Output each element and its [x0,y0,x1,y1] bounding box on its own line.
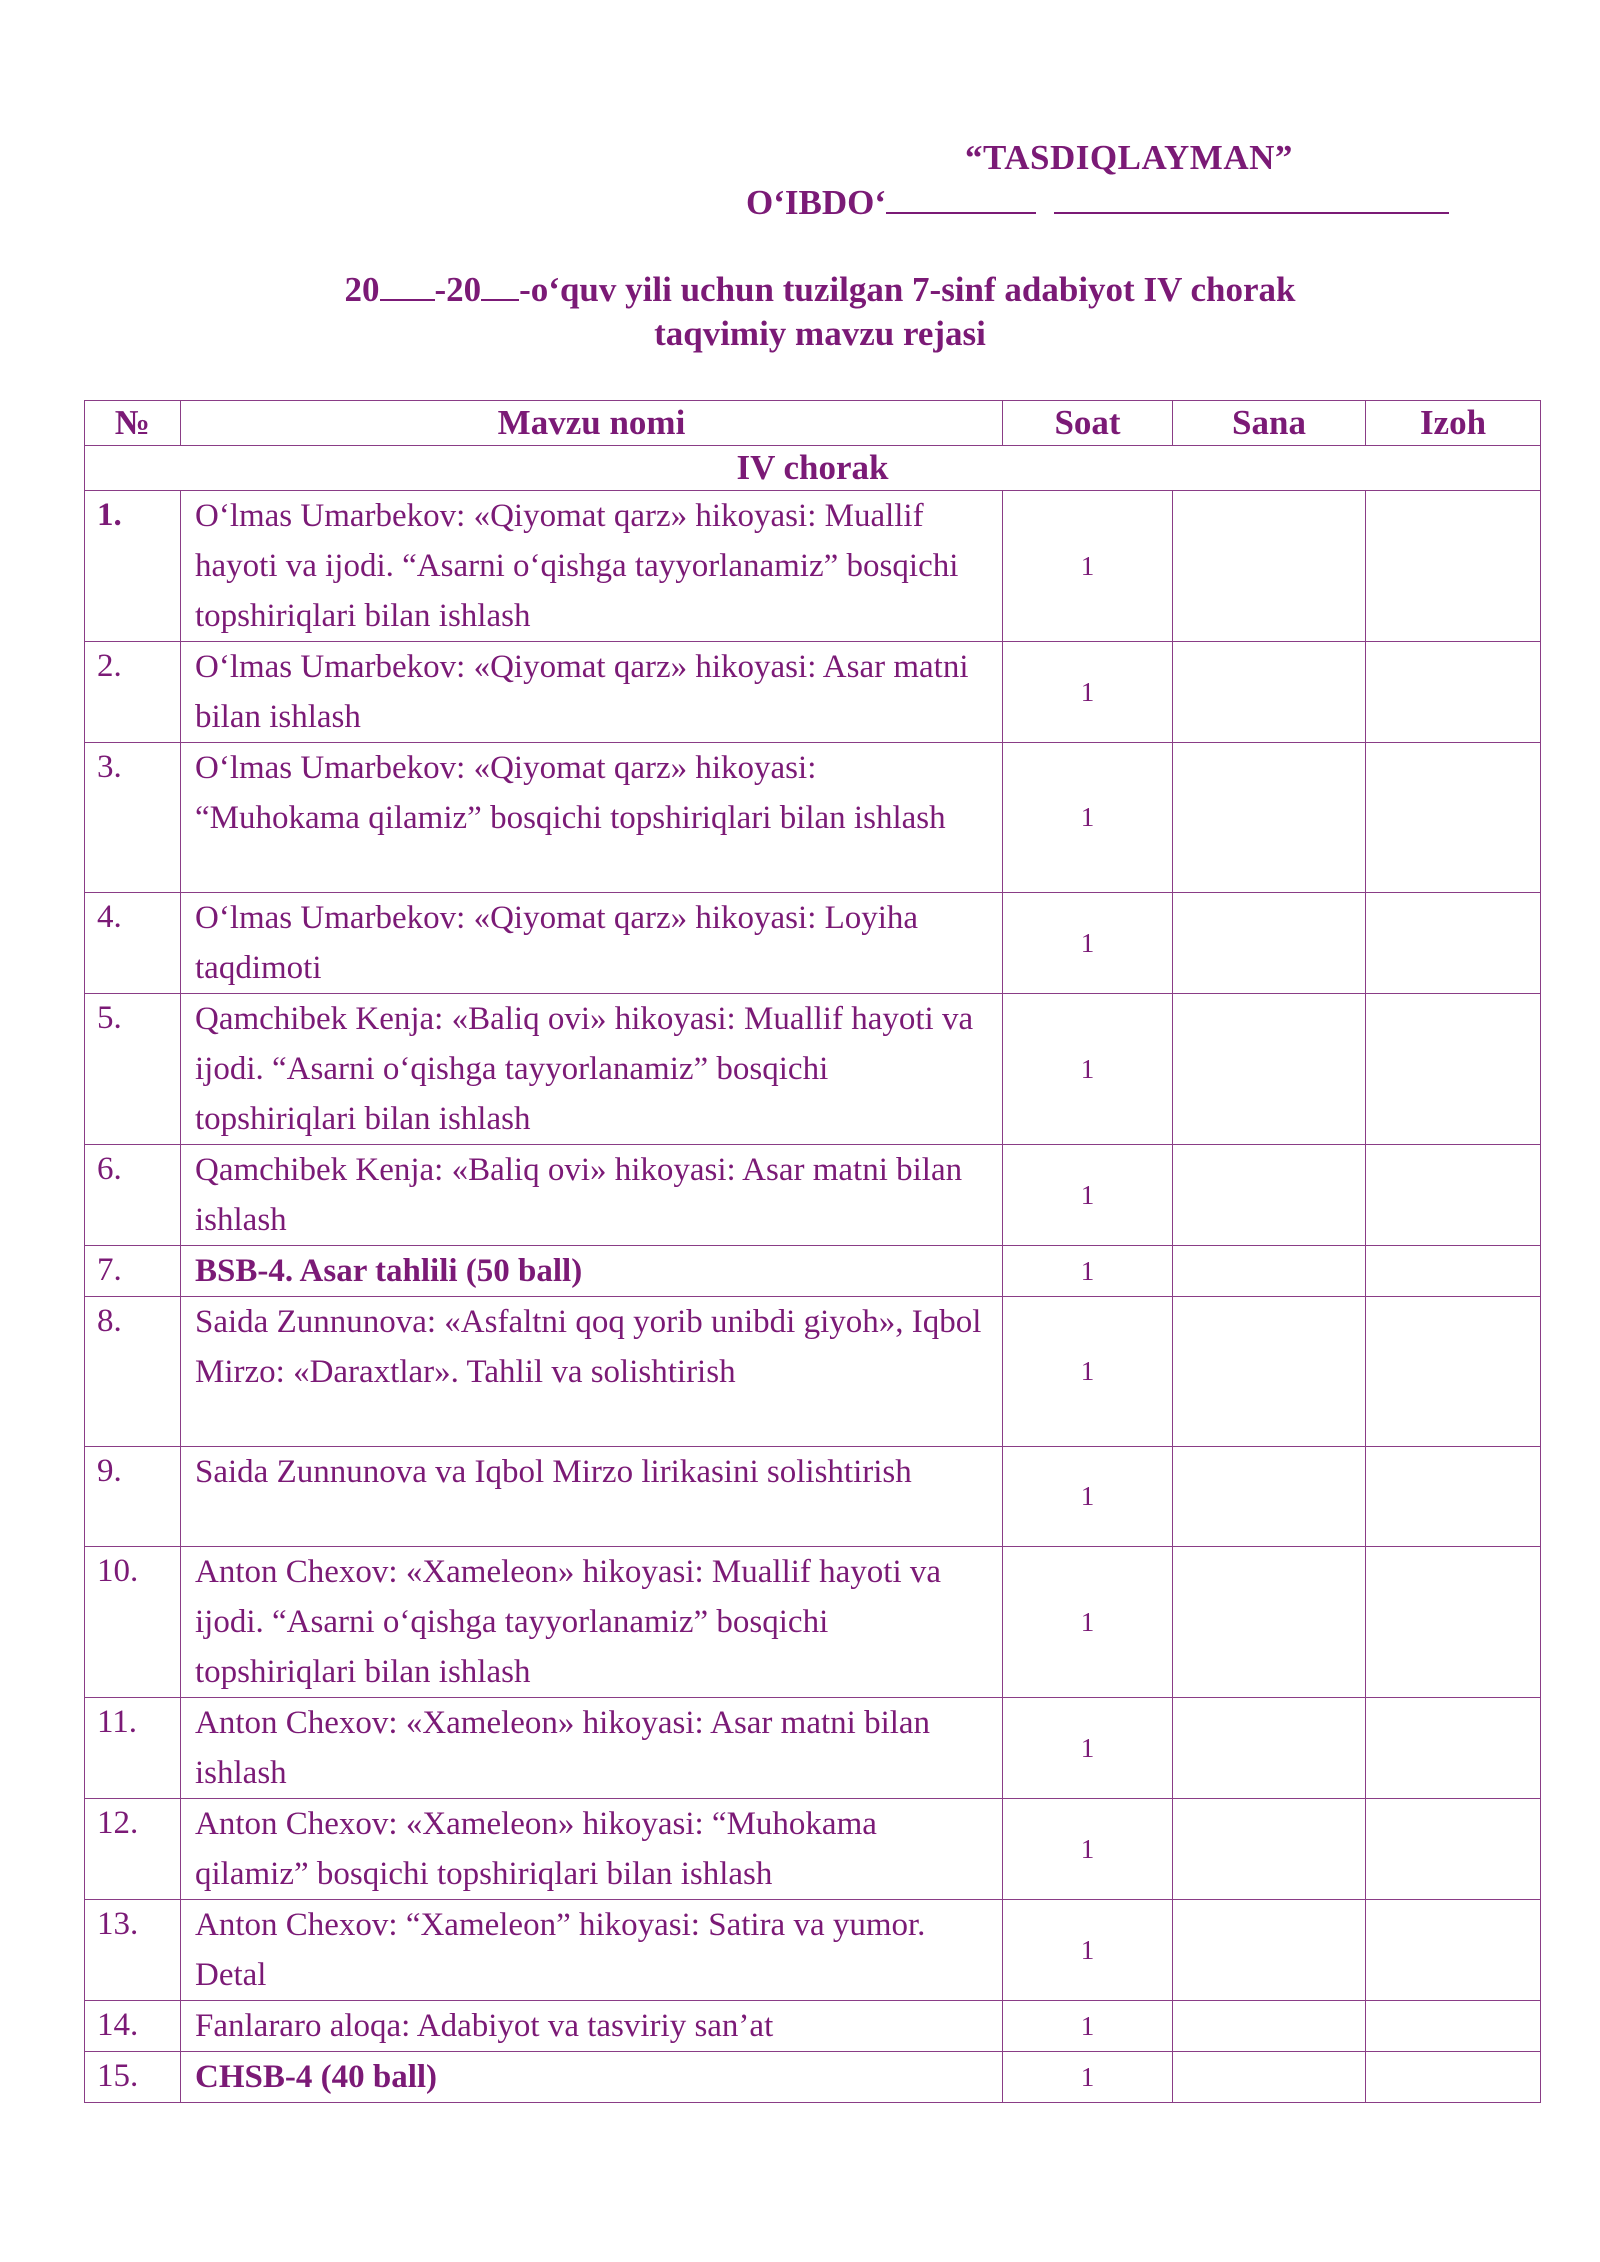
row-number: 10. [85,1547,181,1698]
table-row [85,743,1541,893]
table-row [85,491,1541,642]
row-note [1366,642,1541,743]
row-hours: 1 [1003,1297,1173,1447]
row-note [1366,1900,1541,2001]
row-topic: Anton Chexov: “Xameleon” hikoyasi: Satira va yumor. Detal [181,1900,1003,2001]
row-hours: 1 [1003,1698,1173,1799]
row-date [1173,1900,1366,2001]
approval-position-line [746,183,1449,223]
row-note [1366,1297,1541,1447]
header-date: Sana [1173,401,1366,446]
table-row [85,642,1541,743]
signature-blank [886,186,1036,214]
table-row [85,1547,1541,1698]
lesson-plan-table [84,400,1541,2103]
row-date [1173,642,1366,743]
row-number: 4. [85,893,181,994]
row-number: 9. [85,1447,181,1547]
table-header-row [85,401,1541,446]
row-topic: Fanlararo aloqa: Adabiyot va tasviriy san’at [181,2001,1003,2052]
row-note [1366,1547,1541,1698]
table-row [85,1145,1541,1246]
row-number: 2. [85,642,181,743]
row-note [1366,1799,1541,1900]
row-note [1366,1145,1541,1246]
row-note [1366,1246,1541,1297]
row-hours: 1 [1003,1145,1173,1246]
row-date [1173,1297,1366,1447]
row-number: 7. [85,1246,181,1297]
row-topic: Anton Chexov: «Xameleon» hikoyasi: Asar matni bilan ishlash [181,1698,1003,1799]
row-number: 13. [85,1900,181,2001]
row-date [1173,743,1366,893]
row-topic: BSB-4. Asar tahlili (50 ball) [181,1246,1003,1297]
row-hours: 1 [1003,491,1173,642]
approval-position: O‘IBDO‘ [746,183,886,222]
row-note [1366,2001,1541,2052]
row-date [1173,1246,1366,1297]
row-date [1173,893,1366,994]
row-hours: 1 [1003,1246,1173,1297]
row-number: 5. [85,994,181,1145]
document-title-line1 [20,270,1600,310]
row-note [1366,893,1541,994]
row-note [1366,491,1541,642]
header-note: Izoh [1366,401,1541,446]
row-note [1366,2052,1541,2103]
row-topic: Anton Chexov: «Xameleon» hikoyasi: “Muhokama qilamiz” bosqichi topshiriqlari bilan ishlash [181,1799,1003,1900]
approval-label: “TASDIQLAYMAN” [965,138,1293,177]
row-topic: O‘lmas Umarbekov: «Qiyomat qarz» hikoyasi: Loyiha taqdimoti [181,893,1003,994]
row-date [1173,1145,1366,1246]
row-number: 1. [85,491,181,642]
table-row [85,2052,1541,2103]
year-mid: -20 [434,270,482,309]
row-topic: CHSB-4 (40 ball) [181,2052,1003,2103]
row-note [1366,743,1541,893]
table-row [85,2001,1541,2052]
year-blank-2 [481,273,519,301]
row-note [1366,1447,1541,1547]
row-topic: Saida Zunnunova va Iqbol Mirzo lirikasini solishtirish [181,1447,1003,1547]
row-hours: 1 [1003,1547,1173,1698]
row-number: 15. [85,2052,181,2103]
header-hours: Soat [1003,401,1173,446]
table-row [85,1297,1541,1447]
row-date [1173,491,1366,642]
table-row [85,1698,1541,1799]
row-topic: Qamchibek Kenja: «Baliq ovi» hikoyasi: Muallif hayoti va ijodi. “Asarni o‘qishga tayyorlanamiz” bosqichi topshiriqlari bilan ishlash [181,994,1003,1145]
name-blank [1054,186,1449,214]
header-topic: Mavzu nomi [181,401,1003,446]
row-topic: O‘lmas Umarbekov: «Qiyomat qarz» hikoyasi: “Muhokama qilamiz” bosqichi topshiriqlari bilan ishlash [181,743,1003,893]
table-row [85,1447,1541,1547]
section-label: IV chorak [85,446,1541,491]
row-topic: Anton Chexov: «Xameleon» hikoyasi: Muallif hayoti va ijodi. “Asarni o‘qishga tayyorlanamiz” bosqichi topshiriqlari bilan ishlash [181,1547,1003,1698]
row-number: 3. [85,743,181,893]
row-date [1173,2052,1366,2103]
table-row [85,1900,1541,2001]
row-date [1173,994,1366,1145]
section-row [85,446,1541,491]
row-note [1366,994,1541,1145]
year-blank-1 [380,273,435,301]
row-number: 8. [85,1297,181,1447]
row-hours: 1 [1003,893,1173,994]
table-row [85,893,1541,994]
row-date [1173,1698,1366,1799]
row-hours: 1 [1003,1900,1173,2001]
row-hours: 1 [1003,642,1173,743]
row-date [1173,1547,1366,1698]
table-row [85,1246,1541,1297]
row-note [1366,1698,1541,1799]
row-hours: 1 [1003,1447,1173,1547]
document-title-line2: taqvimiy mavzu rejasi [654,314,986,353]
row-hours: 1 [1003,743,1173,893]
row-topic: O‘lmas Umarbekov: «Qiyomat qarz» hikoyasi: Asar matni bilan ishlash [181,642,1003,743]
row-date [1173,2001,1366,2052]
row-topic: O‘lmas Umarbekov: «Qiyomat qarz» hikoyasi: Muallif hayoti va ijodi. “Asarni o‘qishga tayyorlanamiz” bosqichi topshiriqlari bilan ishlash [181,491,1003,642]
title-text: -o‘quv yili uchun tuzilgan 7-sinf adabiyot IV chorak [519,270,1296,309]
table-row [85,994,1541,1145]
row-number: 14. [85,2001,181,2052]
row-number: 6. [85,1145,181,1246]
row-hours: 1 [1003,2001,1173,2052]
row-topic: Qamchibek Kenja: «Baliq ovi» hikoyasi: Asar matni bilan ishlash [181,1145,1003,1246]
header-num: № [85,401,181,446]
row-hours: 1 [1003,2052,1173,2103]
table-row [85,1799,1541,1900]
year-prefix: 20 [344,270,380,309]
row-number: 12. [85,1799,181,1900]
row-hours: 1 [1003,994,1173,1145]
row-topic: Saida Zunnunova: «Asfaltni qoq yorib unibdi giyoh», Iqbol Mirzo: «Daraxtlar». Tahlil va solishtirish [181,1297,1003,1447]
row-date [1173,1799,1366,1900]
row-hours: 1 [1003,1799,1173,1900]
row-number: 11. [85,1698,181,1799]
row-date [1173,1447,1366,1547]
